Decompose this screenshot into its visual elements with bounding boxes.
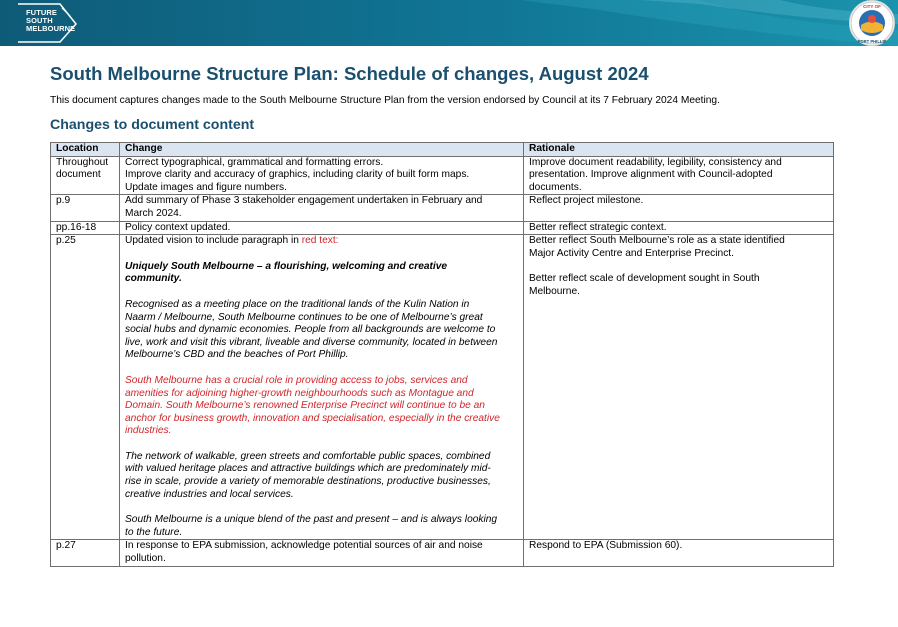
cell-location: pp.16-18 [51, 221, 120, 235]
table-row [51, 156, 834, 195]
cell-location: p.27 [51, 540, 120, 566]
cell-rationale: Respond to EPA (Submission 60). [524, 540, 834, 566]
page-title: South Melbourne Structure Plan: Schedule of changes, August 2024 [50, 63, 649, 84]
cell-rationale: Better reflect strategic context. [524, 221, 834, 235]
cell-location: p.25 [51, 235, 120, 540]
cell-rationale: Improve document readability, legibility, consistency and presentation. Improve alignment with Council-adopted documents. [524, 156, 834, 195]
intro-paragraph: This document captures changes made to the South Melbourne Structure Plan from the version endorsed by Council at its 7 February 2024 Meeting. [50, 95, 720, 106]
cell-change: Add summary of Phase 3 stakeholder engagement undertaken in February and March 2024. [120, 195, 524, 221]
header-banner [0, 0, 898, 46]
vision-heading: Uniquely South Melbourne – a flourishing, welcoming and creative [125, 260, 448, 272]
future-south-melbourne-logo [14, 2, 84, 44]
vision-intro: Updated vision to include paragraph in red text: [125, 235, 339, 247]
logo-line-2: SOUTH [26, 16, 53, 25]
cell-change: In response to EPA submission, acknowledge potential sources of air and noise pollution. [120, 540, 524, 566]
header-rationale: Rationale [524, 143, 834, 157]
cell-location: Throughout document [51, 156, 120, 195]
table-row [51, 540, 834, 566]
cell-location: p.9 [51, 195, 120, 221]
vision-paragraph-1: Recognised as a meeting place on the traditional lands of the Kulin Nation in [125, 298, 470, 310]
banner-swoosh-graphic [0, 0, 898, 46]
section-heading: Changes to document content [50, 117, 255, 133]
table-row [51, 195, 834, 221]
header-location: Location [51, 143, 120, 157]
cell-rationale: Reflect project milestone. [524, 195, 834, 221]
seal-text-top: CITY OF [863, 4, 881, 9]
cell-change: Correct typographical, grammatical and formatting errors. Improve clarity and accuracy of graphics, including clarity of built form maps. Update images and figure numbers. [120, 156, 524, 195]
red-text-label: red text: [301, 235, 339, 247]
logo-line-3: MELBOURNE [26, 24, 76, 33]
cell-rationale: Better reflect South Melbourne’s role as a state identified Major Activity Centre and Enterprise Precinct. Better reflect scale of development sought in South Melbourne. [524, 235, 834, 540]
table-header-row [51, 143, 834, 157]
header-change: Change [120, 143, 524, 157]
vision-paragraph-red: South Melbourne has a crucial role in providing access to jobs, services and [125, 374, 468, 386]
vision-paragraph-4: South Melbourne is a unique blend of the past and present – and is always looking [125, 514, 498, 526]
cell-change: Updated vision to include paragraph in red text: Uniquely South Melbourne – a flourishing, welcoming and creative community. Recognised as a meeting place on the traditional lands of the Kulin Nation in Naarm / Melbourne, South Melbourne continues to be one of Melbourne’s great social hubs and dynamic economies. People from all backgrounds are welcome to live, work and visit this vibrant, liveable and diverse community, located in between Melbourne’s CBD and the beaches of Port Phillip. South Melbourne has a crucial role in providing access to jobs, services and amenities for adjoining higher-growth neighbourhoods such as Montague and Domain. South Melbourne’s renowned Enterprise Precinct will continue to be an anchor for business growth, innovation and specialisation, especially in the creative industries. The network of walkable, green streets and comfortable public spaces, combined with valued heritage places and attractive buildings which are predominately mid- rise in scale, provide a variety of memorable destinations, productive businesses, creative industries and local services. South Melbourne is a unique blend of the past and present – and is always looking to the future. [120, 235, 524, 540]
changes-table [50, 142, 834, 567]
cell-change: Policy context updated. [120, 221, 524, 235]
table-row [51, 221, 834, 235]
table-row [51, 235, 834, 540]
logo-line-1: FUTURE [26, 8, 58, 17]
vision-paragraph-3: The network of walkable, green streets and comfortable public spaces, combined [125, 450, 491, 462]
city-of-port-phillip-seal [849, 0, 895, 46]
seal-text-bottom: PORT PHILLIP [857, 39, 887, 44]
